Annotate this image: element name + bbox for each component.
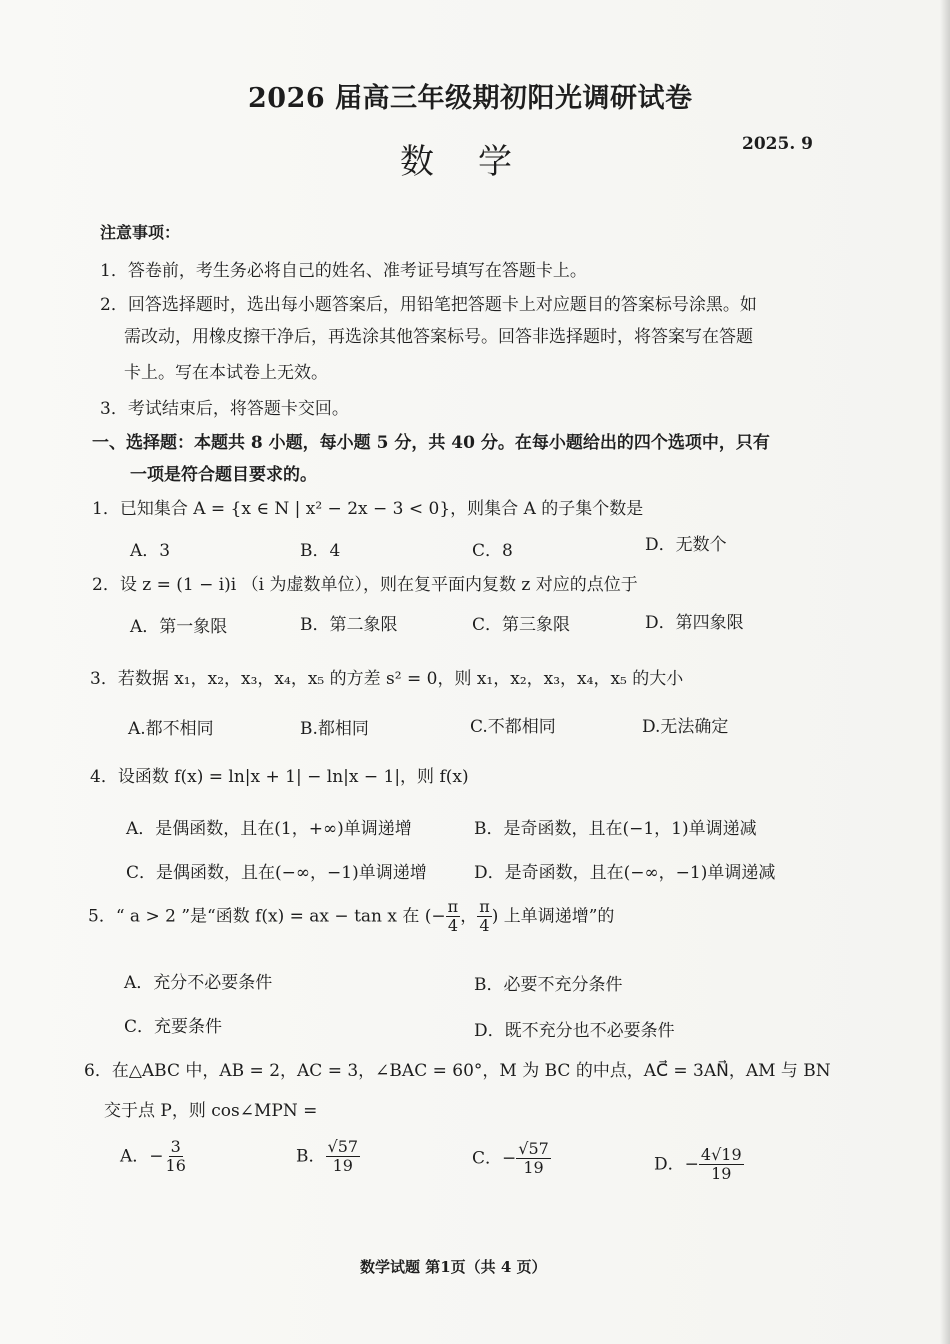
- page-edge-shadow: [940, 0, 950, 1344]
- note-item-2-line-3: 卡上。写在本试卷上无效。: [124, 363, 328, 383]
- question-1-option-c: C．8: [472, 541, 513, 561]
- exam-date: 2025. 9: [742, 134, 813, 154]
- question-6-option-a: [120, 1138, 188, 1176]
- fraction-denominator: 19: [711, 1164, 732, 1184]
- option-label: D．: [654, 1154, 685, 1175]
- fraction-denominator: 19: [332, 1156, 353, 1176]
- fraction-numerator: 4√19: [700, 1145, 742, 1164]
- question-4-stem: 4．设函数 f(x) = ln|x + 1| − ln|x − 1|，则 f(x): [90, 767, 469, 787]
- question-6-stem-line-2: 交于点 P，则 cos∠MPN =: [104, 1101, 318, 1121]
- note-item-3: 3．考试结束后，将答题卡交回。: [100, 399, 349, 419]
- option-label: C．: [472, 1148, 503, 1169]
- question-2-option-d: D．第四象限: [645, 613, 744, 633]
- question-2-option-a: A．第一象限: [130, 617, 228, 637]
- question-2-stem: 2．设 z = (1 − i)i （i 为虚数单位），则在复平面内复数 z 对应的点位于: [92, 575, 638, 595]
- question-1-option-a: A．3: [130, 541, 171, 561]
- question-2-option-b: B．第二象限: [300, 615, 398, 635]
- note-item-1: 1．答卷前，考生务必将自己的姓名、准考证号填写在答题卡上。: [100, 261, 587, 281]
- fraction-denominator: 16: [165, 1156, 186, 1176]
- question-3-option-d: D.无法确定: [642, 717, 729, 737]
- fraction-denominator: 4: [479, 916, 490, 936]
- question-4-option-a: A．是偶函数，且在(1，+∞)单调递增: [126, 819, 412, 839]
- question-6-stem-line-1: 6．在△ABC 中，AB = 2，AC = 3，∠BAC = 60°，M 为 BC 的中点，AC⃗ = 3AN⃗，AM 与 BN: [84, 1061, 831, 1081]
- option-d-fraction: [699, 1146, 744, 1184]
- note-item-2-line-2: 需改动，用橡皮擦干净后，再选涂其他答案标号。回答非选择题时，将答案写在答题: [124, 327, 753, 347]
- question-6-option-b: [296, 1138, 360, 1176]
- question-3-option-b: B.都相同: [300, 719, 369, 739]
- question-4-option-b: B．是奇函数，且在(−1，1)单调递减: [474, 819, 757, 839]
- notes-heading: 注意事项：: [100, 223, 181, 242]
- fraction-denominator: 19: [523, 1158, 544, 1178]
- option-b-fraction: [326, 1138, 361, 1176]
- option-label: A．: [120, 1146, 150, 1167]
- note-item-2-line-1: 2．回答选择题时，选出每小题答案后，用铅笔把答题卡上对应题目的答案标号涂黑。如: [100, 295, 757, 315]
- minus-sign: −: [502, 1148, 517, 1169]
- fraction-numerator: 3: [170, 1137, 181, 1156]
- section-1-heading-line-2: 一项是符合题目要求的。: [130, 465, 317, 485]
- question-1-option-b: B．4: [300, 541, 341, 561]
- question-3-option-c: C.不都相同: [470, 717, 556, 737]
- minus-sign: −: [684, 1154, 699, 1175]
- question-1-option-d: D．无数个: [645, 535, 727, 555]
- page-footer: 数学试题 第1页（共 4 页）: [360, 1258, 547, 1276]
- question-5-comma: ，: [460, 906, 478, 927]
- question-5-option-b: B．必要不充分条件: [474, 975, 623, 995]
- question-5-option-a: A．充分不必要条件: [124, 973, 273, 993]
- question-1-stem: 1．已知集合 A = {x ∈ N | x² − 2x − 3 < 0}，则集合 A 的子集个数是: [92, 499, 644, 519]
- question-3-option-a: A.都不相同: [128, 719, 214, 739]
- fraction-numerator: √57: [327, 1137, 359, 1156]
- question-5-stem: [88, 898, 614, 936]
- question-4-option-c: C．是偶函数，且在(−∞，−1)单调递增: [126, 863, 427, 883]
- fraction-numerator: π: [479, 897, 490, 916]
- option-a-fraction: [164, 1138, 188, 1176]
- question-3-stem: 3．若数据 x₁，x₂，x₃，x₄，x₅ 的方差 s² = 0，则 x₁，x₂，x₃，x₄，x₅ 的大小: [90, 669, 684, 689]
- fraction-denominator: 4: [447, 916, 459, 936]
- question-4-option-d: D．是奇函数，且在(−∞，−1)单调递减: [474, 863, 776, 883]
- question-5-option-c: C．充要条件: [124, 1017, 223, 1037]
- minus-sign: −: [149, 1146, 164, 1167]
- option-c-fraction: [516, 1140, 551, 1178]
- exam-title: 2026 届高三年级期初阳光调研试卷: [248, 83, 693, 114]
- question-6-option-d: [654, 1146, 744, 1184]
- fraction-numerator: √57: [518, 1139, 549, 1158]
- section-1-heading-line-1: 一、选择题：本题共 8 小题，每小题 5 分，共 40 分。在每小题给出的四个选项中，只有: [92, 433, 770, 453]
- question-5-stem-post: ) 上单调递增”的: [491, 906, 615, 927]
- pi-over-4-fraction-1: [446, 898, 461, 936]
- option-label: B．: [296, 1146, 326, 1167]
- question-6-option-c: [472, 1140, 551, 1178]
- pi-over-4-fraction-2: [477, 898, 492, 936]
- question-2-option-c: C．第三象限: [472, 615, 571, 635]
- subject-title: 数学: [400, 142, 556, 182]
- fraction-numerator: π: [447, 897, 459, 916]
- question-5-stem-pre: 5．“ a > 2 ”是“函数 f(x) = ax − tan x 在 (−: [88, 906, 446, 927]
- question-5-option-d: D．既不充分也不必要条件: [474, 1021, 675, 1041]
